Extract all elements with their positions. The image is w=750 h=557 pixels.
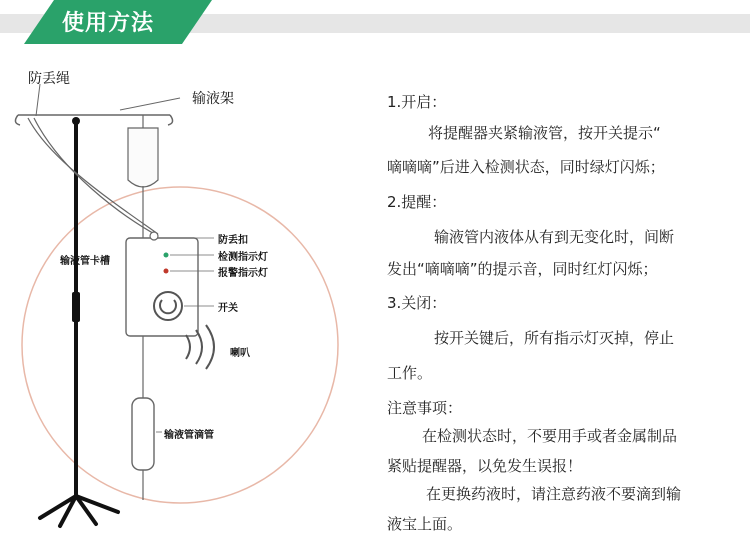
step3-line2: 工作。 (387, 364, 433, 382)
label-anti-lost-rope: 防丢绳 (28, 71, 70, 87)
note2-line1: 在更换药液时，请注意药液不要滴到输 (426, 485, 682, 503)
product-illustration (0, 44, 360, 557)
stand-clamp (72, 292, 80, 322)
alarm-light (164, 269, 169, 274)
drip-chamber (132, 398, 154, 470)
rope-label-leader (36, 84, 40, 116)
stand-label-leader (120, 98, 180, 110)
section-title: 使用方法 (62, 11, 155, 36)
label-switch: 开关 (218, 303, 238, 314)
step3-line1: 按开关键后，所有指示灯灭掉，停止 (434, 329, 675, 347)
note1-line1: 在检测状态时，不要用手或者金属制品 (422, 427, 678, 445)
step1-line1: 将提醒器夹紧输液管，按开关提示“ (428, 124, 661, 142)
step2-line1: 输液管内液体从有到无变化时，间断 (434, 228, 675, 246)
note1-line2: 紧贴提醒器，以免发生误报！ (387, 457, 583, 475)
note2-line2: 液宝上面。 (387, 515, 463, 533)
stand-hook-left (15, 115, 20, 125)
reminder-device (126, 238, 198, 336)
step1-title: 1.开启： (387, 93, 447, 111)
label-detect-light: 检测指示灯 (218, 252, 268, 263)
anti-lost-buckle-ring (150, 232, 158, 240)
detail-circle (22, 187, 338, 503)
label-alarm-light: 报警指示灯 (218, 268, 268, 279)
label-anti-lost-buckle: 防丢扣 (218, 235, 248, 246)
label-iv-stand: 输液架 (192, 91, 234, 107)
iv-bag (128, 128, 158, 187)
label-drip-chamber: 输液管滴管 (164, 430, 214, 441)
stand-base (40, 496, 118, 526)
step2-title: 2.提醒： (387, 193, 447, 211)
step2-line2: 发出“嘀嘀嘀”的提示音，同时红灯闪烁； (387, 260, 658, 278)
stand-knob (72, 117, 80, 125)
notes-title: 注意事项： (387, 399, 463, 417)
step3-title: 3.关闭： (387, 294, 447, 312)
label-speaker: 喇叭 (230, 348, 250, 359)
detect-light (164, 253, 169, 258)
stand-hook-right (168, 115, 173, 125)
step1-line2: 嘀嘀嘀”后进入检测状态，同时绿灯闪烁； (387, 158, 665, 176)
label-tube-slot: 输液管卡槽 (60, 256, 110, 267)
